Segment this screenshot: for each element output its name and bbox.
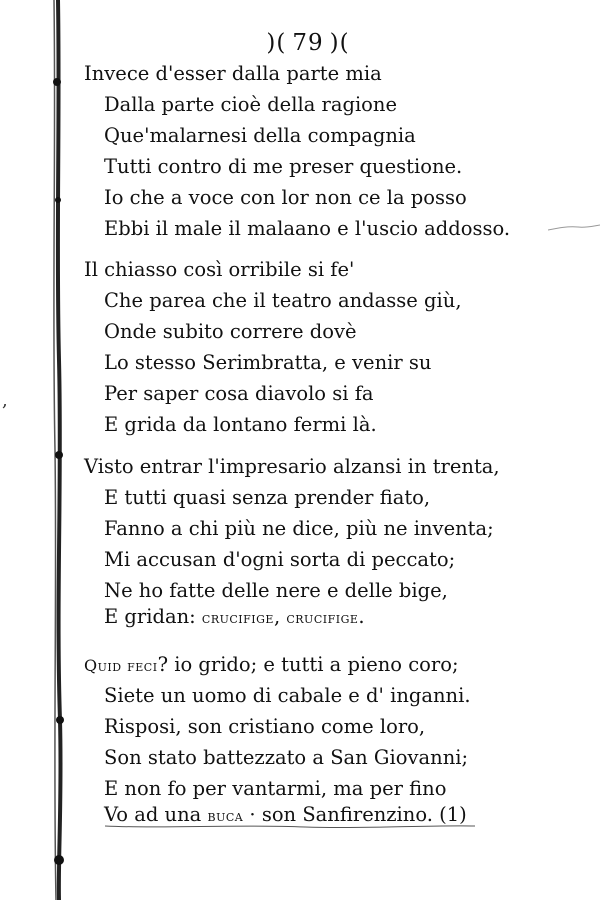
- verse-line: Vo ad una buca · son Sanfirenzino. (1): [104, 803, 467, 826]
- punctuation: ,: [273, 605, 287, 628]
- verse-line: Per saper cosa diavolo si fa: [104, 382, 374, 405]
- page-number-right-ornament: )(: [329, 30, 350, 56]
- small-caps-word: crucifige: [201, 608, 274, 627]
- verse-line: Lo stesso Serimbratta, e venir su: [104, 351, 432, 374]
- page-number-value: 79: [292, 30, 324, 56]
- verse-line: E grida da lontano fermi là.: [104, 413, 377, 436]
- verse-line-start: E gridan:: [104, 605, 196, 628]
- verse-line: Ebbi il male il malaano e l'uscio addosso.: [104, 217, 511, 240]
- verse-line: Mi accusan d'ogni sorta di peccato;: [104, 548, 456, 571]
- small-caps-word: buca: [207, 806, 244, 825]
- verse-line: Il chiasso così orribile si fe': [84, 258, 355, 281]
- verse-line: Son stato battezzato a San Giovanni;: [104, 746, 469, 769]
- verse-line: Io che a voce con lor non ce la posso: [104, 186, 467, 209]
- page-number-left-ornament: )(: [266, 30, 287, 56]
- verse-line: Que'malarnesi della compagnia: [104, 124, 416, 147]
- footnote-rule: [105, 820, 475, 832]
- verse-line: Invece d'esser dalla parte mia: [84, 62, 382, 85]
- verse-line: Fanno a chi più ne dice, più ne inventa;: [104, 517, 494, 540]
- verse-line: E non fo per vantarmi, ma per fino: [104, 777, 447, 800]
- verse-line-start: Vo ad una: [104, 803, 202, 826]
- page-gutter-edge: [44, 0, 74, 900]
- verse-line: Tutti contro di me preser questione.: [104, 155, 463, 178]
- small-caps-word: crucifige: [286, 608, 359, 627]
- page-number: [0, 30, 616, 56]
- verse-line: E tutti quasi senza prender fiato,: [104, 486, 431, 509]
- verse-line-rest: son Sanfirenzino. (1): [261, 803, 467, 826]
- verse-line: Visto entrar l'impresario alzansi in trenta,: [84, 455, 500, 478]
- verse-line: [104, 603, 365, 631]
- verse-line-rest: ? io grido; e tutti a pieno coro;: [157, 653, 459, 676]
- verse-line: Risposi, son cristiano come loro,: [104, 715, 426, 738]
- verse-line: Dalla parte cioè della ragione: [104, 93, 398, 116]
- verse-line: Che parea che il teatro andasse giù,: [104, 289, 462, 312]
- verse-line: Ne ho fatte delle nere e delle bige,: [104, 579, 448, 602]
- margin-mark: ,: [2, 390, 8, 411]
- small-caps-word: Quid feci: [84, 656, 158, 675]
- verse-line: Onde subito correre dovè: [104, 320, 357, 343]
- verse-line: Siete un uomo di cabale e d' inganni.: [104, 684, 471, 707]
- punctuation: .: [358, 605, 365, 628]
- margin-scribble: [548, 222, 600, 234]
- verse-line: [84, 651, 459, 679]
